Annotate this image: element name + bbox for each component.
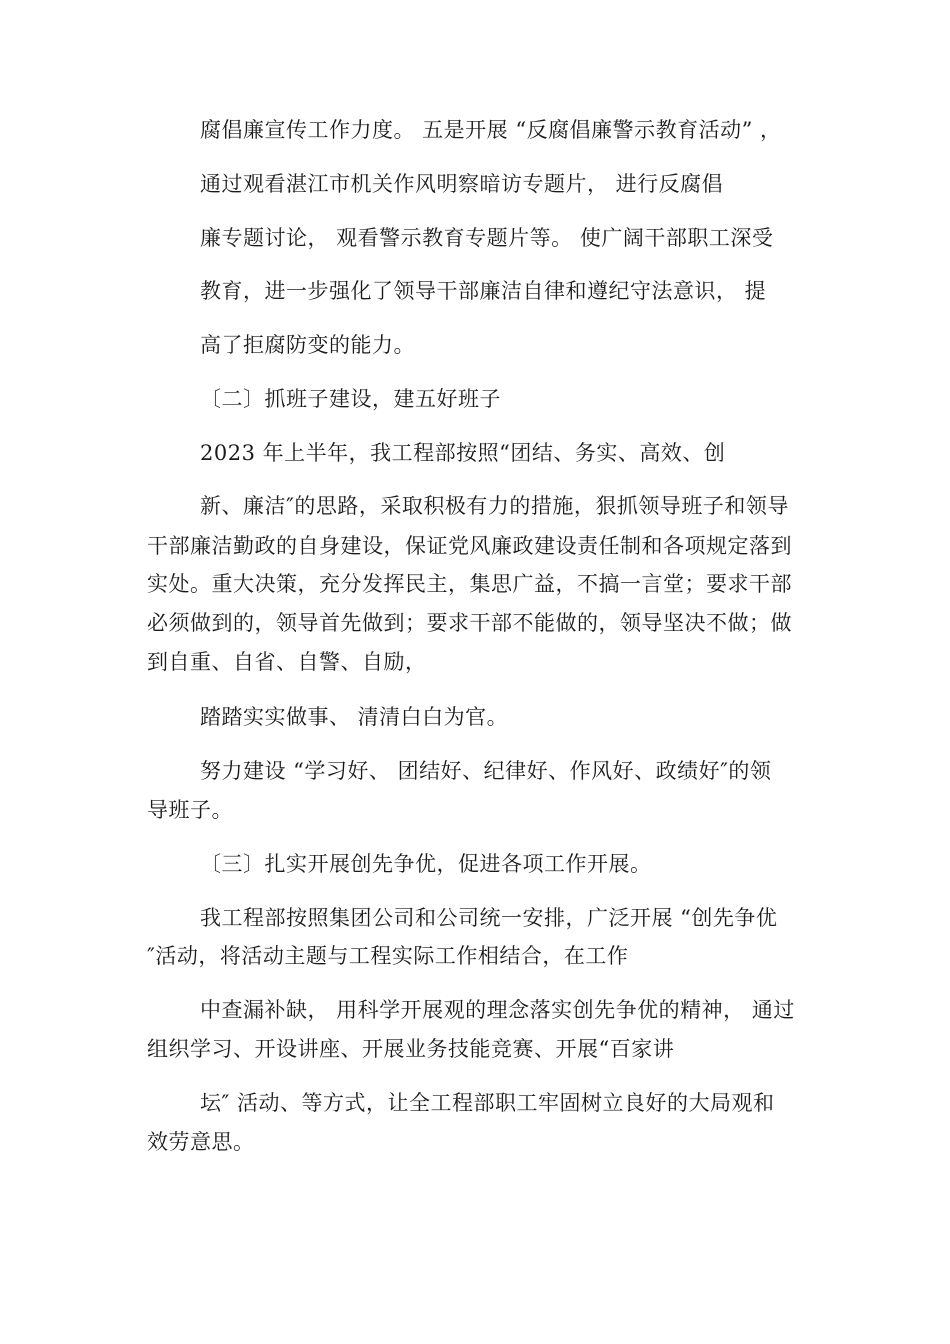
paragraph-line-3: 廉专题讨论， 观看警示教育专题片等。 使广阔干部职工深受 [200,226,774,250]
paragraph-line-5: 高了拒腐防变的能力。 [200,333,415,357]
paragraph-line-16: ″活动，将活动主题与工程实际工作相结合，在工作 [147,944,629,968]
paragraph-line-9: 实处。重大决策，充分发挥民主，集思广益，不搞一言堂；要求干部 [147,572,792,596]
paragraph-line-10: 必须做到的，领导首先做到；要求干部不能做的，领导坚决不做；做 [147,611,792,635]
paragraph-line-11: 到自重、自省、自警、自励， [147,650,427,674]
paragraph-line-8: 干部廉洁勤政的自身建设，保证党风廉政建设责任制和各项规定落到 [147,534,792,558]
paragraph-line-6: 2023 年上半年，我工程部按照“团结、务实、高效、创 [200,441,726,465]
paragraph-line-4: 教育，进一步强化了领导干部廉洁自律和遵纪守法意识， 提 [200,279,767,303]
paragraph-line-7: 新、廉洁″的思路，采取积极有力的措施，狠抓领导班子和领导 [200,494,789,518]
paragraph-line-19: 坛″ 活动、等方式，让全工程部职工牢固树立良好的大局观和 [200,1091,775,1115]
paragraph-line-15: 我工程部按照集团公司和公司统一安排，广泛开展 “创先争优 [200,906,778,930]
paragraph-line-14: 导班子。 [147,798,233,822]
section-heading-2: 〔二〕抓班子建设，建五好班子 [200,387,501,411]
paragraph-line-20: 效劳意思。 [147,1130,255,1154]
paragraph-line-13: 努力建设 “学习好、 团结好、纪律好、作风好、政绩好″的领 [200,759,772,783]
paragraph-line-18: 组织学习、开设讲座、开展业务技能竞赛、开展“百家讲 [147,1037,675,1061]
paragraph-line-17: 中查漏补缺， 用科学开展观的理念落实创先争优的精神， 通过 [200,998,795,1022]
section-heading-3: 〔三〕扎实开展创先争优，促进各项工作开展。 [200,852,652,876]
paragraph-line-2: 通过观看湛江市机关作风明察暗访专题片， 进行反腐倡 [200,172,724,196]
paragraph-line-1: 腐倡廉宣传工作力度。 五是开展 “反腐倡廉警示教育活动” ， [200,118,782,142]
paragraph-line-12: 踏踏实实做事、 清清白白为官。 [200,705,509,729]
